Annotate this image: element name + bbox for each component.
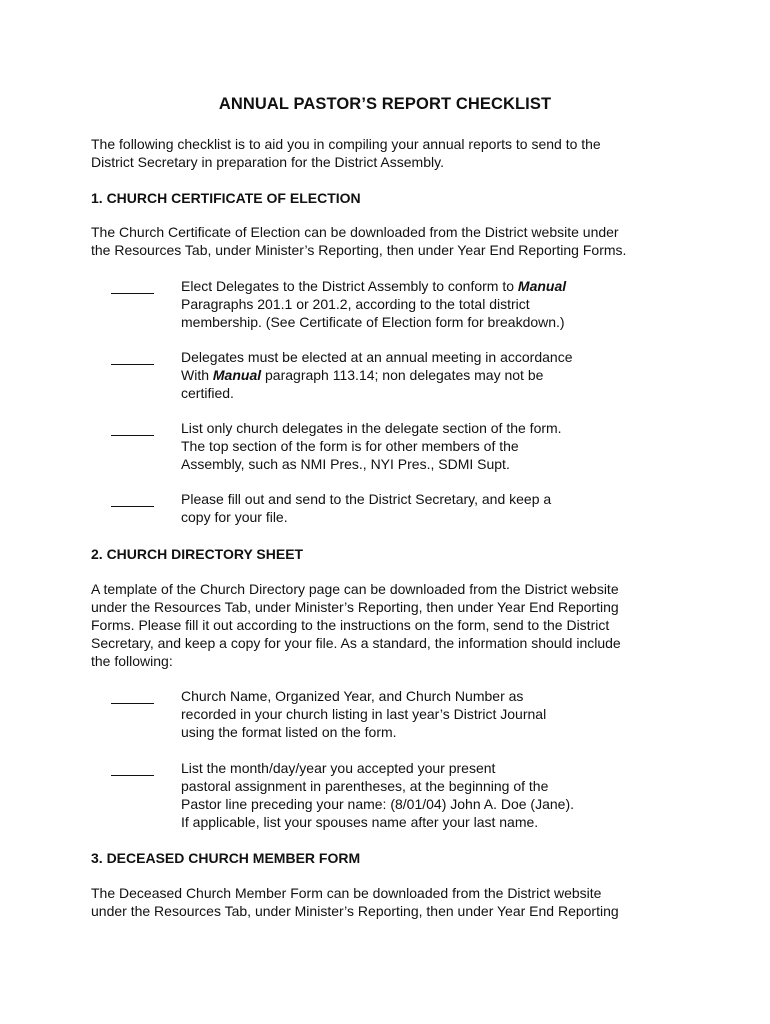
item-line: using the format listed on the form. [181, 724, 397, 740]
description-line: The Deceased Church Member Form can be downloaded from the District website [91, 885, 602, 901]
item-line: Delegates must be elected at an annual meeting in accordance [181, 349, 573, 365]
checklist-item [181, 759, 651, 831]
item-line: Church Name, Organized Year, and Church Number as [181, 688, 524, 704]
item-line: The top section of the form is for other members of the [181, 438, 519, 454]
description-line: A template of the Church Directory page can be downloaded from the District website [91, 581, 619, 597]
checkbox-blank[interactable] [111, 421, 154, 436]
item-line: pastoral assignment in parentheses, at the beginning of the [181, 778, 549, 794]
section-description [91, 223, 691, 259]
description-line: The Church Certificate of Election can be downloaded from the District website under [91, 224, 619, 240]
item-line: Paragraphs 201.1 or 201.2, according to the total district [181, 296, 530, 312]
document-title: ANNUAL PASTOR’S REPORT CHECKLIST [218, 95, 552, 113]
section-heading-church-certificate: 1. CHURCH CERTIFICATE OF ELECTION [91, 190, 361, 206]
intro-line: District Secretary in preparation for the District Assembly. [91, 154, 444, 170]
manual-emphasis: Manual [212, 367, 262, 383]
checkbox-blank[interactable] [111, 761, 154, 776]
description-line: Forms. Please fill it out according to the instructions on the form, send to the District [91, 617, 610, 633]
description-line: under the Resources Tab, under Minister’s Reporting, then under Year End Reporting [91, 599, 619, 615]
description-line: under the Resources Tab, under Minister’s Reporting, then under Year End Reporting [91, 903, 619, 919]
checklist-item [181, 419, 651, 473]
manual-emphasis: Manual [517, 278, 567, 294]
section-heading-church-directory: 2. CHURCH DIRECTORY SHEET [91, 546, 304, 562]
intro-paragraph [91, 135, 691, 171]
item-line: copy for your file. [181, 509, 288, 525]
section-description [91, 580, 691, 670]
item-line: With Manual paragraph 113.14; non delegates may not be [181, 367, 544, 383]
checkbox-blank[interactable] [111, 279, 154, 294]
item-line: certified. [181, 385, 234, 401]
item-line: Elect Delegates to the District Assembly to conform to Manual [181, 278, 567, 294]
item-line: List the month/day/year you accepted your present [181, 760, 496, 776]
item-line: Please fill out and send to the District Secretary, and keep a [181, 491, 552, 507]
checklist-item [181, 687, 651, 741]
description-line: the following: [91, 653, 173, 669]
checklist-item [181, 348, 651, 402]
intro-line: The following checklist is to aid you in compiling your annual reports to send to the [91, 136, 601, 152]
item-line: If applicable, list your spouses name after your last name. [181, 814, 539, 830]
section-heading-deceased-member: 3. DECEASED CHURCH MEMBER FORM [91, 850, 361, 866]
item-line: List only church delegates in the delegate section of the form. [181, 420, 562, 436]
item-line: Pastor line preceding your name: (8/01/04) John A. Doe (Jane). [181, 796, 574, 812]
checkbox-blank[interactable] [111, 689, 154, 704]
item-line: recorded in your church listing in last year’s District Journal [181, 706, 547, 722]
description-line: Secretary, and keep a copy for your file. As a standard, the information should include [91, 635, 621, 651]
item-line: Assembly, such as NMI Pres., NYI Pres., SDMI Supt. [181, 456, 510, 472]
description-line: the Resources Tab, under Minister’s Reporting, then under Year End Reporting Forms. [91, 242, 627, 258]
item-line: membership. (See Certificate of Election form for breakdown.) [181, 314, 565, 330]
checklist-item [181, 277, 651, 331]
section-description [91, 884, 691, 920]
checkbox-blank[interactable] [111, 350, 154, 365]
checklist-item [181, 490, 651, 526]
checkbox-blank[interactable] [111, 492, 154, 507]
